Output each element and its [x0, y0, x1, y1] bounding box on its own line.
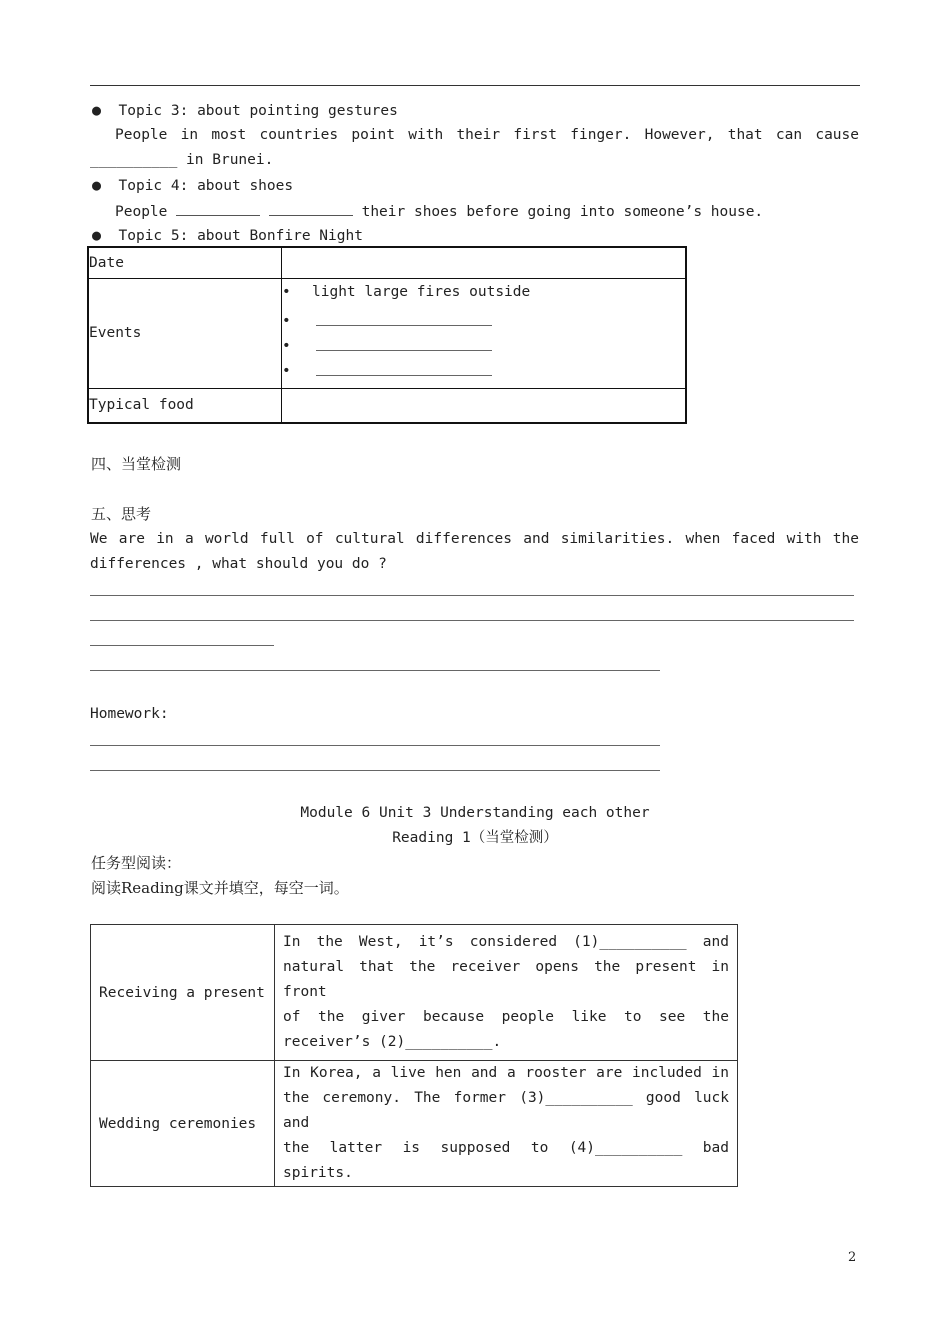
topic4-line	[115, 201, 763, 221]
row1-line4: receiver’s (2)__________.	[283, 1034, 502, 1050]
bullet-icon: ●	[92, 176, 102, 194]
event-item[interactable]	[282, 333, 685, 358]
food-value[interactable]	[282, 388, 687, 423]
row2-line2: the ceremony. The former (3)__________ good luck and	[283, 1090, 729, 1131]
answer-line[interactable]	[90, 645, 274, 646]
bonfire-table	[87, 246, 687, 424]
event-1: light large fires outside	[312, 283, 531, 300]
food-label: Typical food	[88, 388, 282, 423]
events-label: Events	[88, 278, 282, 388]
date-value[interactable]	[282, 247, 687, 278]
topic4-heading-line	[92, 176, 293, 195]
reading-table	[90, 924, 738, 1187]
table-row	[88, 388, 686, 423]
bullet-icon: •	[282, 337, 291, 354]
topic3-blank: __________	[90, 152, 178, 168]
event-item	[282, 283, 685, 308]
task-label: 任务型阅读：	[91, 854, 182, 872]
homework-line[interactable]	[90, 770, 660, 771]
table-row	[88, 247, 686, 278]
bullet-icon: •	[282, 283, 291, 300]
row1-content	[275, 925, 738, 1061]
row1-line1: In the West, it’s considered (1)__________ and	[283, 934, 729, 950]
answer-line[interactable]	[90, 595, 854, 596]
topic4-blank-1	[176, 201, 260, 216]
module-subtitle: Reading 1（当堂检测）	[392, 830, 558, 846]
topic4-tail: their shoes before going into someone’s house.	[361, 204, 764, 220]
row2-line1: In Korea, a live hen and a rooster are included in	[283, 1065, 729, 1081]
table-row	[88, 278, 686, 388]
row1-line3: of the giver because people like to see the	[283, 1009, 729, 1025]
table-row	[91, 1061, 738, 1187]
topic3-heading-line	[92, 101, 398, 120]
page-number: 2	[848, 1250, 857, 1265]
date-label: Date	[88, 247, 282, 278]
row2-line3: the latter is supposed to (4)__________ bad spirits.	[283, 1140, 729, 1181]
module-title: Module 6 Unit 3 Understanding each other	[300, 805, 650, 821]
row1-label: Receiving a present	[91, 925, 275, 1061]
topic4-blank-2	[269, 201, 353, 216]
topic4-start: People	[115, 204, 168, 220]
answer-line[interactable]	[90, 670, 660, 671]
bullet-icon: ●	[92, 226, 102, 244]
row2-label: Wedding ceremonies	[91, 1061, 275, 1187]
task-instruction: 阅读Reading课文并填空，每空一词。	[91, 879, 349, 897]
row2-content	[275, 1061, 738, 1187]
events-cell	[282, 278, 687, 388]
topic3-line2-tail: in Brunei.	[186, 152, 274, 168]
topic4-heading: Topic 4: about shoes	[118, 178, 294, 194]
bullet-icon: •	[282, 362, 291, 379]
header-rule	[90, 85, 860, 86]
section5-line2: differences , what should you do ?	[90, 556, 387, 572]
homework-label: Homework:	[90, 706, 169, 722]
bullet-icon: ●	[92, 101, 102, 119]
bullet-icon: •	[282, 312, 291, 329]
topic5-heading: Topic 5: about Bonfire Night	[118, 228, 363, 244]
topic3-heading: Topic 3: about pointing gestures	[118, 103, 398, 119]
section5-line1: We are in a world full of cultural differences and similarities. when faced with the	[90, 531, 859, 547]
row1-line2: natural that the receiver opens the present in front	[283, 959, 729, 1000]
table-row	[91, 925, 738, 1061]
topic5-heading-line	[92, 226, 363, 245]
event-item[interactable]	[282, 358, 685, 383]
answer-line[interactable]	[90, 620, 854, 621]
section4-title: 四、当堂检测	[91, 455, 182, 473]
section5-title: 五、思考	[91, 505, 152, 523]
event-item[interactable]	[282, 308, 685, 333]
topic3-line1: People in most countries point with their first finger. However, that can cause	[115, 127, 859, 143]
homework-line[interactable]	[90, 745, 660, 746]
topic3-line2	[90, 151, 273, 169]
